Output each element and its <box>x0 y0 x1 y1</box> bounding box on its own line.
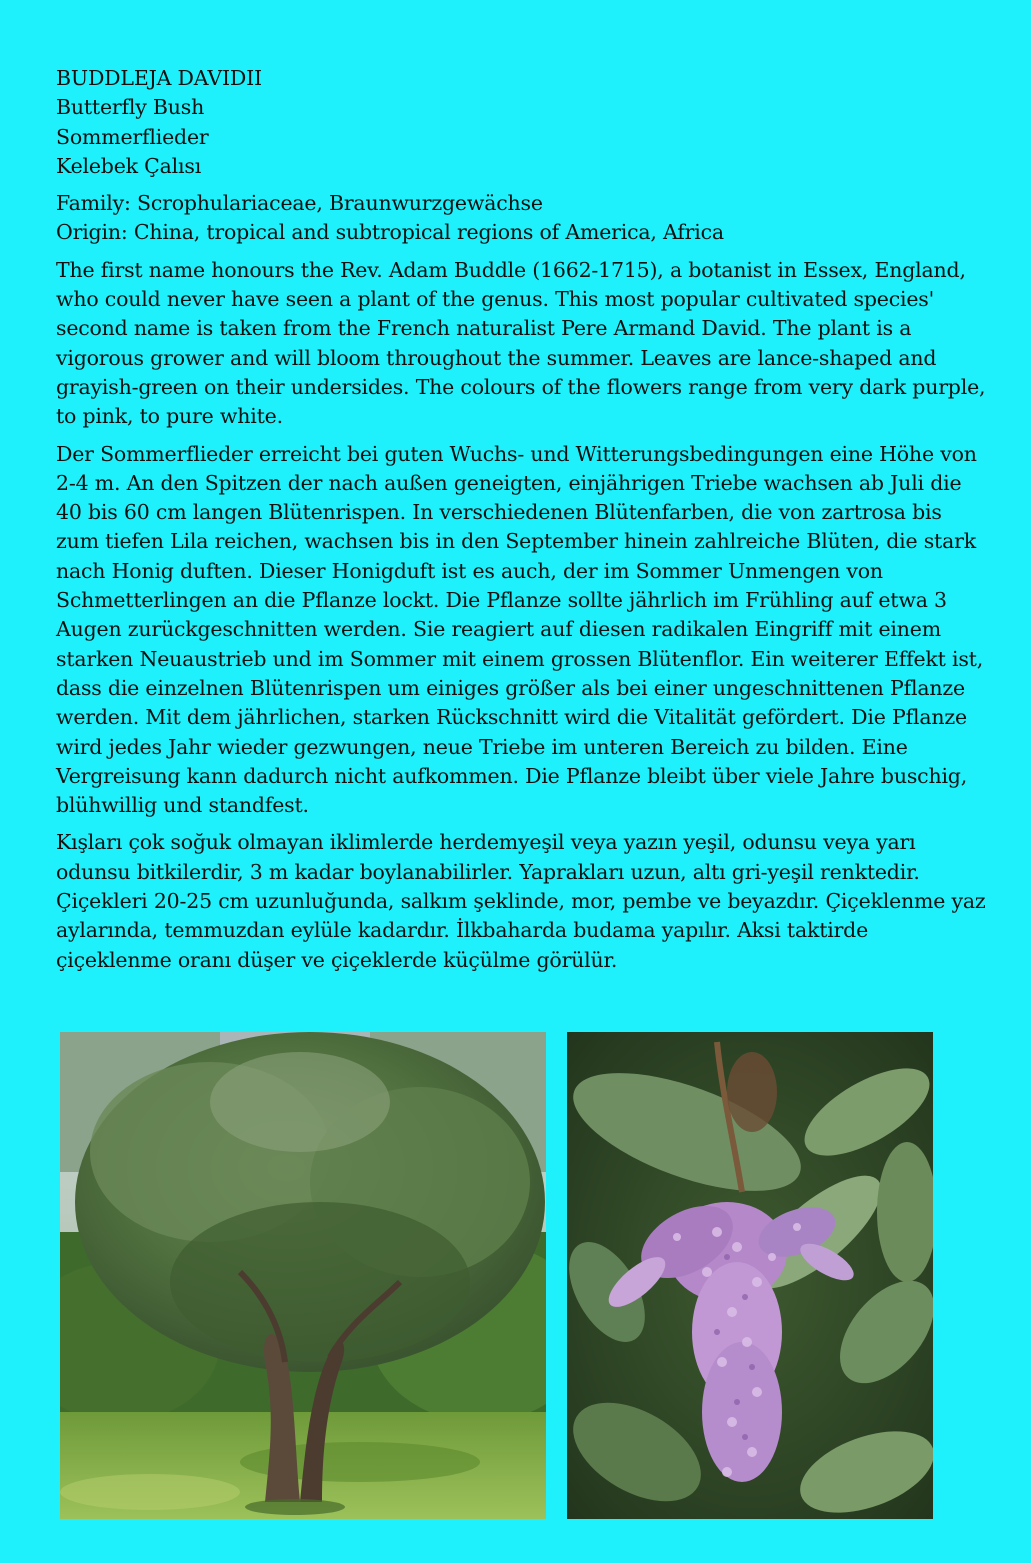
turkish-name: Kelebek Çalısı <box>56 153 202 178</box>
german-name: Sommerflieder <box>56 124 209 149</box>
latin-name: BUDDLEJA DAVIDII <box>56 66 262 90</box>
origin-line: Origin: China, tropical and subtropical regions of America, Africa <box>56 220 724 245</box>
plant-info <box>56 189 986 248</box>
english-paragraph: The first name honours the Rev. Adam Buddle (1662-1715), a botanist in Essex, England, who could never have seen a plant of the genus. This most popular cultivated species' second name is taken from the French naturalist Pere Armand David. The plant is a vigorous grower and will bloom throughout the summer. Leaves are lance-shaped and grayish-green on their undersides. The colours of the flowers range from very dark purple, to pink, to pure white. <box>56 257 986 429</box>
english-name: Butterfly Bush <box>56 95 205 120</box>
flower-photo <box>567 1032 933 1519</box>
german-paragraph: Der Sommerflieder erreicht bei guten Wuchs- und Witterungsbedingungen eine Höhe von 2-4 m. An den Spitzen der nach außen geneigten, einjährigen Triebe wachsen ab Juli die 40 bis 60 cm langen Blütenrispen. In verschiedenen Blütenfarben, die von zartrosa bis zum tiefen Lila reichen, wachsen bis in den September hinein zahlreiche Blüten, die stark nach Honig duften. Dieser Honigduft ist es auch, der im Sommer Unmengen von Schmetterlingen an die Pflanze lockt. Die Pflanze sollte jährlich im Frühling auf etwa 3 Augen zurückgeschnitten werden. Sie reagiert auf diesen radikalen Eingriff mit einem starken Neuaustrieb und im Sommer mit einem grossen Blütenflor. Ein weiterer Effekt ist, dass die einzelnen Blütenrispen um einiges größer als bei einer ungeschnittenen Pflanze werden. Mit dem jährlichen, starken Rückschnitt wird die Vitalität gefördert. Die Pflanze wird jedes Jahr wieder gezwungen, neue Triebe im unteren Bereich zu bilden. Eine Vergreisung kann dadurch nicht aufkommen. Die Pflanze bleibt über viele Jahre buschig, blühwillig und standfest. <box>56 441 984 818</box>
text-content <box>56 64 986 983</box>
family-line: Family: Scrophulariaceae, Braunwurzgewächse <box>56 191 543 216</box>
plant-names <box>56 64 986 181</box>
tree-photo <box>60 1032 546 1519</box>
turkish-paragraph: Kışları çok soğuk olmayan iklimlerde herdemyeşil veya yazın yeşil, odunsu veya yarı odunsu bitkilerdir, 3 m kadar boylanabilirler. Yaprakları uzun, altı gri-yeşil renktedir. Çiçekleri 20-25 cm uzunluğunda, salkım şeklinde, mor, pembe ve beyazdır. Çiçeklenme yaz aylarında, temmuzdan eylüle kadardır. İlkbaharda budama yapılır. Aksi taktirde çiçeklenme oranı düşer ve çiçeklerde küçülme görülür. <box>56 830 986 972</box>
